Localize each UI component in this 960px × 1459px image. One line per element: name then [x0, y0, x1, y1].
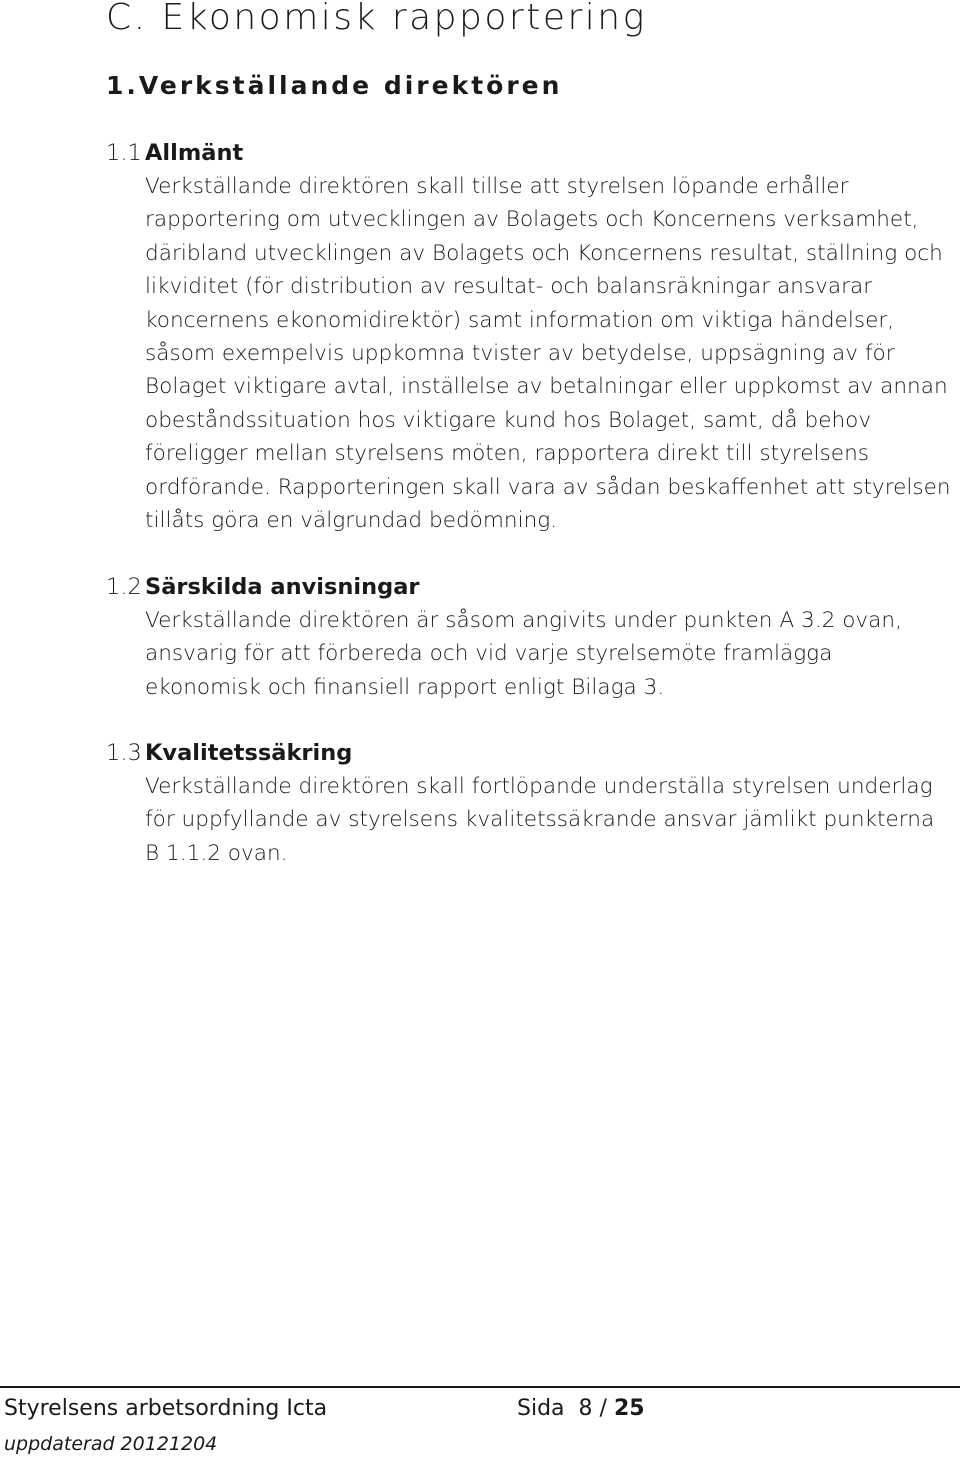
page-current: 8: [578, 1396, 593, 1421]
section-heading: 1.Verkställande direktören: [106, 71, 563, 100]
subsection-heading: [106, 571, 956, 604]
subsection-number: 1.1: [106, 140, 142, 166]
subsection-body: Verkställande direktören skall tillse att styrelsen löpande erhåller rapportering om utvecklingen av Bolagets och Koncernens verksamhet, däribland utvecklingen av Bolagets och Koncernens resultat, ställning och likviditet (för distribution av resultat- och balansräkningar ansvarar koncernens ekonomidirektör) samt information om viktiga händelser, såsom exempelvis uppkomna tvister av betydelse, uppsägning av för Bolaget viktigare avtal, inställelse av betalningar eller uppkomst av annan obeståndssituation hos viktigare kund hos Bolaget, samt, då behov föreligger mellan styrelsens möten, rapportera direkt till styrelsens ordförande. Rapporteringen skall vara av sådan beskaffenhet att styrelsen tillåts göra en välgrundad bedömning.: [145, 174, 951, 534]
subsection-title: Särskilda anvisningar: [145, 574, 420, 600]
footer-divider: [0, 1386, 960, 1388]
subsection-number: 1.2: [106, 574, 142, 600]
page-label: Sida: [517, 1396, 565, 1421]
subsection-kvalitetssakring: [106, 737, 956, 870]
subsection-body: Verkställande direktören skall fortlöpande underställa styrelsen underlag för uppfyllande av styrelsens kvalitetssäkrande ansvar jämlikt punkterna B 1.1.2 ovan.: [145, 774, 935, 866]
subsection-sarskilda-anvisningar: [106, 571, 956, 704]
footer-document-name: Styrelsens arbetsordning Icta: [4, 1396, 328, 1421]
subsection-title: Allmänt: [145, 140, 244, 166]
page-separator: /: [599, 1396, 607, 1421]
subsection-number: 1.3: [106, 740, 142, 766]
subsection-title: Kvalitetssäkring: [145, 740, 353, 766]
subsection-body: Verkställande direktören är såsom angivits under punkten A 3.2 ovan, ansvarig för att förbereda och vid varje styrelsemöte framlägga ekonomisk och finansiell rapport enligt Bilaga 3.: [145, 608, 902, 700]
page-title: C. Ekonomisk rapportering: [106, 0, 647, 38]
subsection-allmant: [106, 137, 956, 537]
footer-updated-date: uppdaterad 20121204: [4, 1433, 218, 1455]
page-total: 25: [613, 1396, 645, 1421]
subsection-heading: [106, 137, 956, 170]
footer-page-number: [517, 1392, 645, 1426]
subsection-heading: [106, 737, 956, 770]
